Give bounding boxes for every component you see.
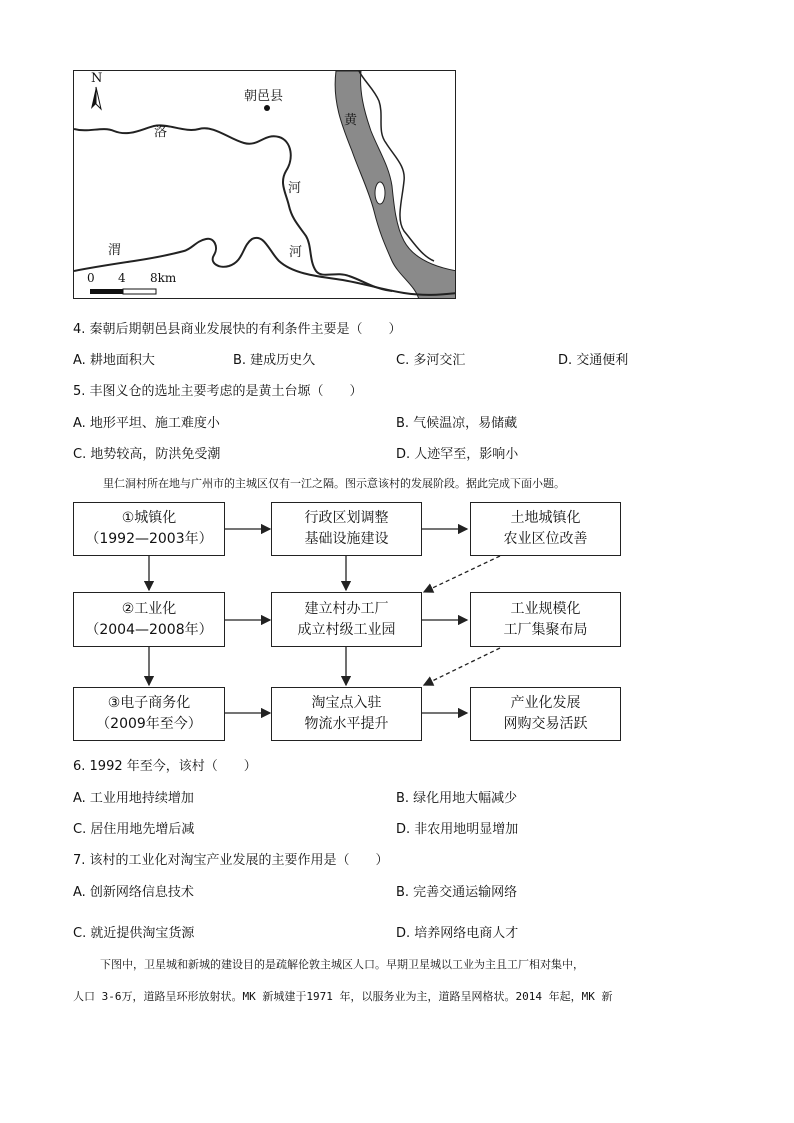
flow-box-land-urbanization-line1: 土地城镇化 bbox=[510, 510, 581, 526]
question-5-option-d[interactable]: D. 人迹罕至，影响小 bbox=[396, 447, 519, 462]
flow-box-land-urbanization bbox=[470, 502, 621, 556]
question-6-option-d[interactable]: D. 非农用地明显增加 bbox=[396, 822, 519, 837]
flow-box-urbanization-line2: （1992—2003年） bbox=[85, 531, 213, 547]
flow-box-urbanization-line1: ①城镇化 bbox=[121, 510, 177, 526]
question-4-option-d[interactable]: D. 交通便利 bbox=[558, 353, 629, 368]
flow-box-industry-scale-line1: 工业规模化 bbox=[510, 600, 581, 617]
scale-0-label: 0 bbox=[87, 271, 95, 285]
flow-box-taobao-line2: 物流水平提升 bbox=[304, 716, 389, 732]
huang-label-1: 黄 bbox=[344, 113, 358, 128]
flow-box-land-urbanization-line2: 农业区位改善 bbox=[503, 531, 588, 547]
flow-box-ecommerce-line1: ③电子商务化 bbox=[107, 695, 191, 711]
flow-box-industrial-development-line1: 产业化发展 bbox=[510, 695, 581, 711]
flow-box-ecommerce bbox=[73, 687, 225, 741]
scale-8-label: 8km bbox=[150, 271, 177, 285]
flow-box-taobao-line1: 淘宝点入驻 bbox=[311, 695, 382, 711]
scale-4-label: 4 bbox=[118, 271, 126, 285]
flow-box-ecommerce-line2: （2009年至今） bbox=[96, 716, 202, 732]
flow-box-industry-scale-line2: 工厂集聚布局 bbox=[503, 621, 588, 638]
question-7-option-c[interactable]: C. 就近提供淘宝货源 bbox=[73, 926, 195, 941]
flow-box-taobao bbox=[271, 687, 422, 741]
luo-label-3: 河 bbox=[289, 245, 303, 260]
question-6-stem: 6. 1992 年至今，该村（ ） bbox=[73, 759, 257, 774]
intro-paragraph-1: 里仁洞村所在地与广州市的主城区仅有一江之隔。图示意该村的发展阶段。据此完成下面小题。 bbox=[103, 477, 565, 490]
question-5-option-c[interactable]: C. 地势较高，防洪免受潮 bbox=[73, 447, 221, 462]
luo-label-1: 洛 bbox=[154, 125, 168, 140]
question-4-stem: 4. 秦朝后期朝邑县商业发展快的有利条件主要是（ ） bbox=[73, 322, 402, 337]
county-label: 朝邑县 bbox=[244, 89, 284, 104]
question-7-option-a[interactable]: A. 创新网络信息技术 bbox=[73, 885, 194, 900]
flow-box-industrialization-line1: ②工业化 bbox=[121, 600, 177, 617]
question-7-stem: 7. 该村的工业化对淘宝产业发展的主要作用是（ ） bbox=[73, 853, 389, 868]
question-5-option-b[interactable]: B. 气候温凉，易储藏 bbox=[396, 416, 518, 431]
flow-box-industrial-development-line2: 网购交易活跃 bbox=[503, 716, 588, 732]
question-4-option-c[interactable]: C. 多河交汇 bbox=[396, 353, 466, 368]
question-5-option-a[interactable]: A. 地形平坦、施工难度小 bbox=[73, 416, 220, 431]
flow-box-industrialization-line2: （2004—2008年） bbox=[85, 621, 213, 638]
question-6-option-a[interactable]: A. 工业用地持续增加 bbox=[73, 791, 194, 806]
north-label: N bbox=[91, 71, 103, 86]
flow-box-admin-adjust-line2: 基础设施建设 bbox=[304, 531, 389, 547]
wei-label: 渭 bbox=[108, 243, 122, 258]
question-7-option-d[interactable]: D. 培养网络电商人才 bbox=[396, 926, 519, 941]
question-7-option-b[interactable]: B. 完善交通运输网络 bbox=[396, 885, 518, 900]
flow-box-village-factory-line2: 成立村级工业园 bbox=[297, 621, 396, 638]
flow-box-village-factory-line1: 建立村办工厂 bbox=[304, 600, 389, 617]
flow-box-urbanization bbox=[73, 502, 225, 556]
flow-box-admin-adjust-line1: 行政区划调整 bbox=[304, 510, 389, 526]
question-5-stem: 5. 丰图义仓的选址主要考虑的是黄土台塬（ ） bbox=[73, 384, 363, 399]
flow-box-industrialization bbox=[73, 592, 225, 647]
flow-box-village-factory bbox=[271, 592, 422, 647]
question-6-option-b[interactable]: B. 绿化用地大幅减少 bbox=[396, 791, 518, 806]
flow-box-industrial-development bbox=[470, 687, 621, 741]
flow-box-admin-adjust bbox=[271, 502, 422, 556]
intro-paragraph-2-line1: 下图中，卫星城和新城的建设目的是疏解伦敦主城区人口。早期卫星城以工业为主且工厂相对集中， bbox=[100, 958, 584, 971]
question-4-option-b[interactable]: B. 建成历史久 bbox=[233, 353, 316, 368]
question-4-option-a[interactable]: A. 耕地面积大 bbox=[73, 353, 155, 368]
flow-box-industry-scale bbox=[470, 592, 621, 647]
question-6-option-c[interactable]: C. 居住用地先增后减 bbox=[73, 822, 195, 837]
huang-label-2: 河 bbox=[378, 259, 392, 274]
luo-label-2: 河 bbox=[288, 181, 302, 196]
intro-paragraph-2-line2: 人口 3-6万，道路呈环形放射状。MK 新城建于1971 年，以服务业为主，道路呈网格状。2014 年起，MK 新 bbox=[73, 990, 613, 1003]
